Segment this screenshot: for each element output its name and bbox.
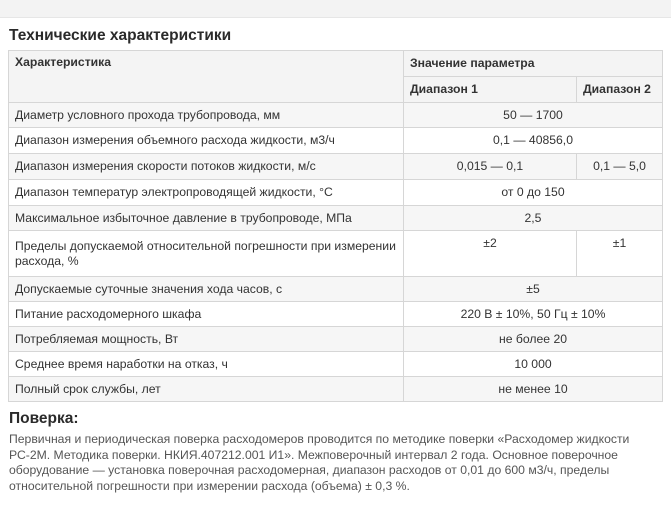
row-value-range-1: ±2 <box>404 231 577 277</box>
row-label: Потребляемая мощность, Вт <box>9 327 404 352</box>
row-label: Диапазон температур электропроводящей жидкости, °С <box>9 180 404 206</box>
table-row <box>9 206 663 231</box>
table-header-row <box>9 51 663 77</box>
table-row <box>9 180 663 206</box>
header-characteristic: Характеристика <box>9 51 404 103</box>
table-row <box>9 327 663 352</box>
row-value: 2,5 <box>404 206 663 231</box>
table-row <box>9 377 663 402</box>
row-value: 0,1 — 40856,0 <box>404 128 663 154</box>
row-value-range-2: 0,1 — 5,0 <box>577 154 663 180</box>
row-value: ±5 <box>404 277 663 302</box>
row-label: Среднее время наработки на отказ, ч <box>9 352 404 377</box>
row-value-range-2: ±1 <box>577 231 663 277</box>
header-range-2: Диапазон 2 <box>577 77 663 103</box>
top-strip <box>0 0 671 18</box>
row-value-range-1: 0,015 — 0,1 <box>404 154 577 180</box>
header-value: Значение параметра <box>404 51 663 77</box>
table-row <box>9 103 663 128</box>
row-value: не менее 10 <box>404 377 663 402</box>
row-value: 10 000 <box>404 352 663 377</box>
row-label: Диапазон измерения объемного расхода жидкости, м3/ч <box>9 128 404 154</box>
specs-table <box>8 50 663 402</box>
row-value: не более 20 <box>404 327 663 352</box>
row-label: Питание расходомерного шкафа <box>9 302 404 327</box>
table-row <box>9 231 663 277</box>
row-value: от 0 до 150 <box>404 180 663 206</box>
row-label: Пределы допускаемой относительной погрешности при измерении расхода, % <box>9 231 404 277</box>
row-value: 50 — 1700 <box>404 103 663 128</box>
row-label: Допускаемые суточные значения хода часов, с <box>9 277 404 302</box>
header-range-1: Диапазон 1 <box>404 77 577 103</box>
verification-text: Первичная и периодическая поверка расходомеров проводится по методике поверки «Расходомер жидкости РС-2М. Методика поверки. НКИЯ.407212.001 И1». Межповерочный интервал 2 года. Основное поверочное оборудование — установка поверочная расходомерная, диапазон расходов от 0,01 до 600 м3/ч, пределы относительной погрешности при измерении расхода (объема) ± 0,3 %. <box>9 432 630 493</box>
table-row <box>9 277 663 302</box>
row-label: Полный срок службы, лет <box>9 377 404 402</box>
table-row <box>9 302 663 327</box>
table-row <box>9 352 663 377</box>
table-row <box>9 154 663 180</box>
row-label: Диапазон измерения скорости потоков жидкости, м/с <box>9 154 404 180</box>
specs-title: Технические характеристики <box>9 27 232 44</box>
table-row <box>9 128 663 154</box>
row-value: 220 В ± 10%, 50 Гц ± 10% <box>404 302 663 327</box>
row-label: Диаметр условного прохода трубопровода, мм <box>9 103 404 128</box>
verification-title: Поверка: <box>9 410 79 427</box>
row-label: Максимальное избыточное давление в трубопроводе, МПа <box>9 206 404 231</box>
